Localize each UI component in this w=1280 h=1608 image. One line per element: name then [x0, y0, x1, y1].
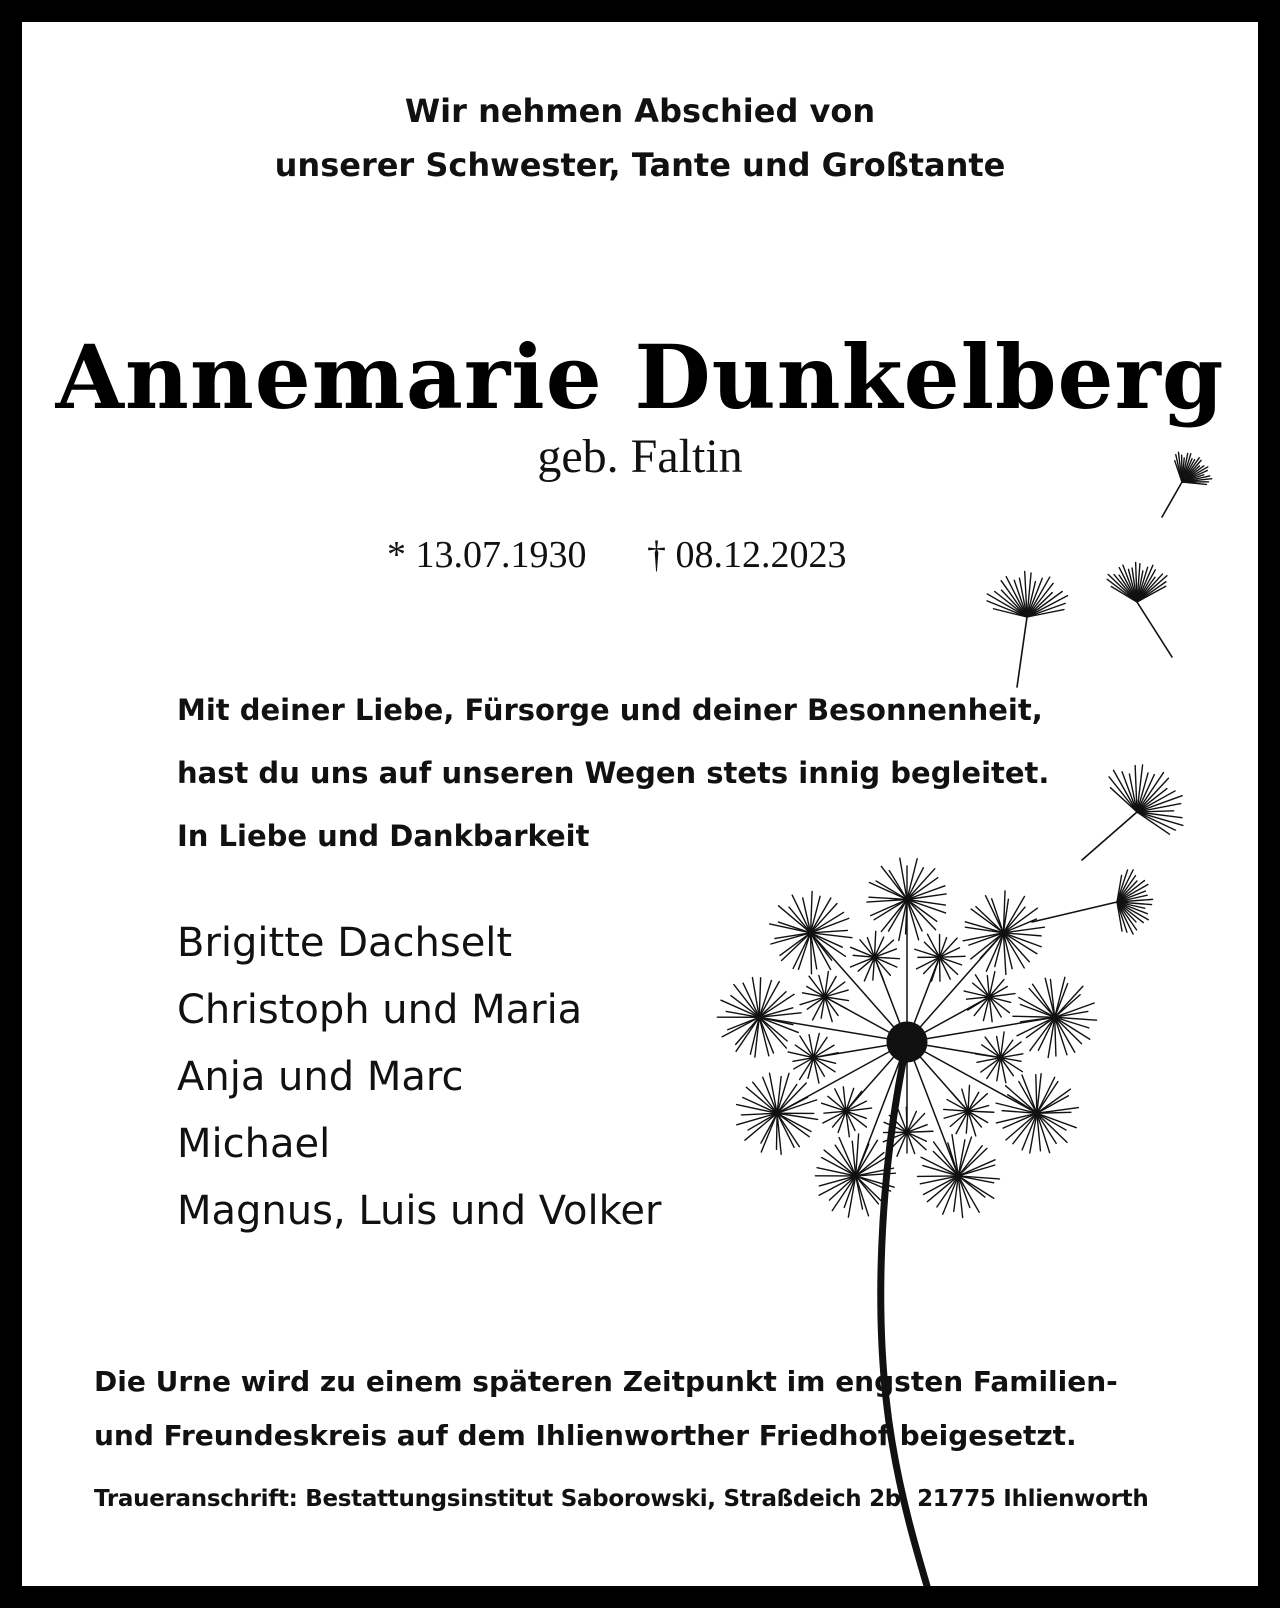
verse-line-3: In Liebe und Dankbarkeit: [177, 819, 590, 853]
mourner-name: Anja und Marc: [177, 1054, 464, 1100]
burial-note-line-2: und Freundeskreis auf dem Ihlienworther Friedhof beigesetzt.: [94, 1419, 1077, 1452]
obituary-card: [22, 22, 1258, 1586]
mourners-list: [177, 910, 661, 1245]
deceased-name: Annemarie Dunkelberg: [55, 325, 1225, 429]
birth-date: * 13.07.1930: [387, 534, 587, 576]
intro-line-2: unserer Schwester, Tante und Großtante: [274, 146, 1006, 184]
verse-line-1: Mit deiner Liebe, Fürsorge und deiner Besonnenheit,: [177, 693, 1043, 727]
mourner-name: Brigitte Dachselt: [177, 920, 513, 966]
burial-note-line-1: Die Urne wird zu einem späteren Zeitpunkt im engsten Familien-: [94, 1365, 1118, 1398]
mourner-name: Michael: [177, 1121, 331, 1167]
verse-line-2: hast du uns auf unseren Wegen stets innig begleitet.: [177, 756, 1050, 790]
intro-line-1: Wir nehmen Abschied von: [404, 92, 876, 130]
mourning-address: Traueranschrift: Bestattungsinstitut Saborowski, Straßdeich 2b, 21775 Ihlienworth: [94, 1486, 1149, 1512]
mourner-name: Magnus, Luis und Volker: [177, 1188, 662, 1234]
maiden-name: geb. Faltin: [537, 430, 743, 483]
dandelion-icon: [22, 22, 1258, 1586]
mourner-name: Christoph und Maria: [177, 987, 583, 1033]
death-date: † 08.12.2023: [647, 534, 847, 576]
